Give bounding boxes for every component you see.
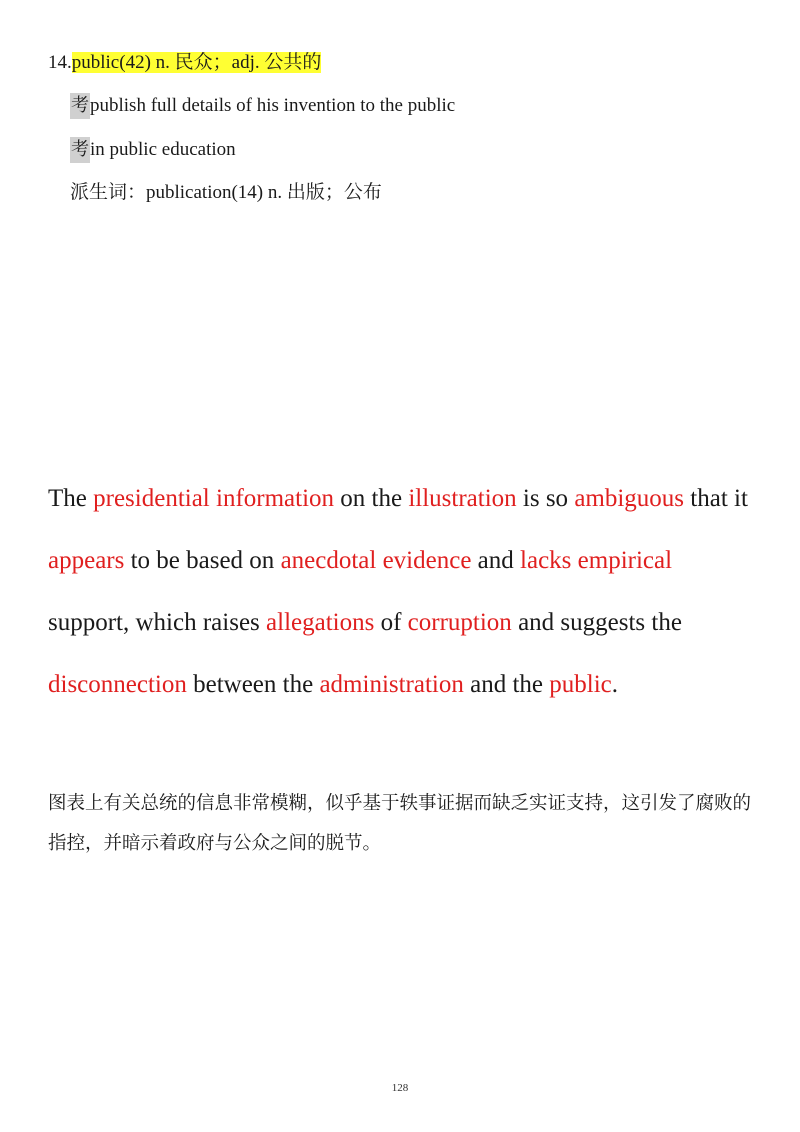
page-number: 128 <box>391 1082 409 1094</box>
chinese-translation: 图表上有关总统的信息非常模糊，似乎基于轶事证据而缺乏实证支持，这引发了腐败的指控，并暗示着政府与公众之间的脱节。 <box>48 793 752 854</box>
keyword: lacks empirical <box>520 547 673 574</box>
sentence-text: and the <box>463 671 550 698</box>
sentence-text: to be based on <box>124 547 281 574</box>
example-text: publish full details of his invention to the public <box>90 95 456 116</box>
example-sentence <box>48 468 758 716</box>
sentence-text: of <box>374 609 408 636</box>
sentence-text: support, which raises <box>48 609 267 636</box>
sentence-text: and <box>471 547 521 574</box>
keyword: appears <box>48 547 125 574</box>
sentence-text: and suggests the <box>511 609 682 636</box>
keyword: public <box>549 671 612 698</box>
example-text: in public education <box>90 139 236 160</box>
keyword: allegations <box>266 609 375 636</box>
keyword: ambiguous <box>574 485 685 512</box>
example-line <box>70 135 236 165</box>
sentence-text: on the <box>334 485 409 512</box>
keyword: illustration <box>408 485 517 512</box>
entry-number: 14. <box>48 52 72 73</box>
example-line <box>70 91 455 121</box>
sentence-text: between the <box>186 671 320 698</box>
sentence-text: that it <box>684 485 748 512</box>
sentence-text: . <box>611 671 619 698</box>
keyword: administration <box>319 671 464 698</box>
sentence-text: is so <box>516 485 575 512</box>
keyword: corruption <box>407 609 512 636</box>
derivative-line: 派生词：publication(14) n. 出版；公布 <box>70 182 382 203</box>
keyword: presidential information <box>93 485 335 512</box>
exam-tag: 考 <box>70 137 90 163</box>
headword-highlighted: public(42) n. 民众；adj. 公共的 <box>71 52 322 73</box>
vocab-entry-heading <box>48 48 321 78</box>
exam-tag: 考 <box>70 93 90 119</box>
keyword: anecdotal evidence <box>280 547 472 574</box>
sentence-text: The <box>48 485 94 512</box>
keyword: disconnection <box>48 671 187 698</box>
